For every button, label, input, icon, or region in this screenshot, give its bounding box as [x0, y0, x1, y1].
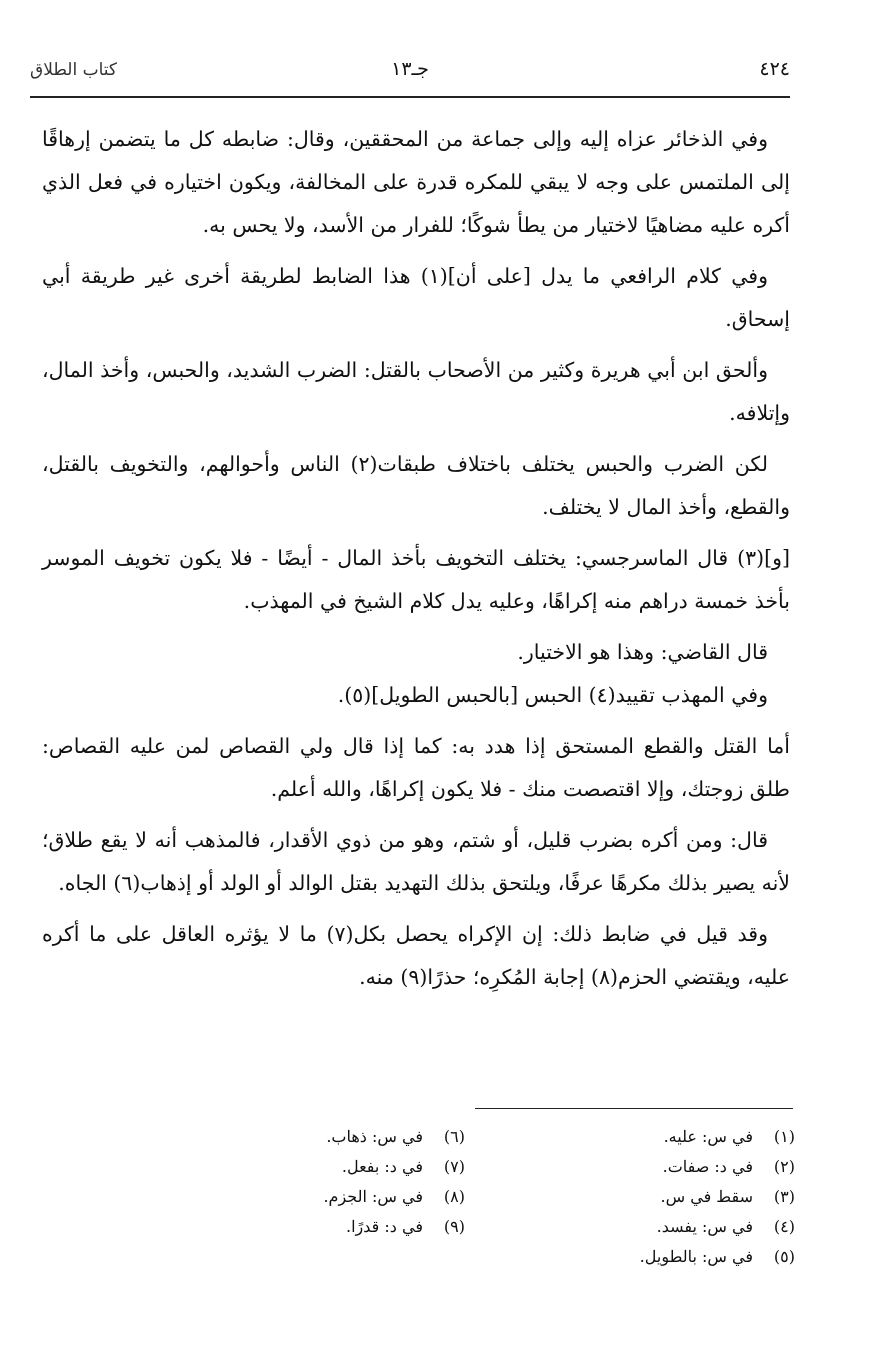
paragraph: قال: ومن أكره بضرب قليل، أو شتم، وهو من ذوي الأقدار، فالمذهب أنه لا يقع طلاق؛ لأنه يصير بذلك مكرهًا عرفًا، ويلتحق بذلك التهديد بقتل الوالد أو الولد أو إذهاب(٦) الجاه. — [42, 828, 790, 895]
footnotes-right-column — [515, 1122, 795, 1272]
footnote — [205, 1152, 465, 1182]
footnote — [205, 1122, 465, 1152]
footnote — [515, 1152, 795, 1182]
footnote-text: في س: الجزم. — [323, 1187, 423, 1206]
footnote-number: (٧) — [443, 1157, 465, 1176]
paragraph: أما القتل والقطع المستحق إذا هدد به: كما إذا قال ولي القصاص لمن عليه القصاص: طلق زوجتك، وإلا اقتصصت منك - فلا يكون إكراهًا، والله أعلم. — [42, 734, 790, 801]
paragraph: [و](٣) قال الماسرجسي: يختلف التخويف بأخذ المال - أيضًا - فلا يكون تخويف الموسر بأخذ خمسة دراهم منه إكراهًا، وعليه يدل كلام الشيخ في المهذب. — [42, 546, 790, 613]
book-title: كتاب الطلاق — [30, 60, 117, 80]
footnote-number: (٩) — [443, 1217, 465, 1236]
paragraph: وقد قيل في ضابط ذلك: إن الإكراه يحصل بكل(٧) ما لا يؤثره العاقل على ما أكره عليه، ويقتضي الحزم(٨) إجابة المُكرِه؛ حذرًا(٩) منه. — [42, 922, 790, 989]
footnote-text: في س: بالطويل. — [639, 1247, 753, 1266]
footnote-number: (٤) — [773, 1217, 795, 1236]
footnote-number: (٢) — [773, 1157, 795, 1176]
paragraph: قال القاضي: وهذا هو الاختيار. — [517, 640, 768, 664]
paragraph: وفي الذخائر عزاه إليه وإلى جماعة من المحققين، وقال: ضابطه كل ما يتضمن إرهاقًا إلى الملتمس على وجه لا يبقي للمكره قدرة على المخالفة، ويكون اختياره في فعل الذي أكره عليه مضاهيًا لاختيار من يطأ شوكًا؛ للفرار من الأسد، ولا يحس به. — [42, 127, 790, 237]
page-number: ٤٢٤ — [759, 58, 790, 80]
footnote — [515, 1122, 795, 1152]
footnote — [515, 1242, 795, 1272]
footnote-number: (٨) — [443, 1187, 465, 1206]
paragraph: وفي كلام الرافعي ما يدل [على أن](١) هذا الضابط لطريقة أخرى غير طريقة أبي إسحاق. — [42, 264, 790, 331]
footnote-text: في د: قدرًا. — [346, 1217, 423, 1236]
footnote-text: في س: ذهاب. — [326, 1127, 423, 1146]
footnote-number: (٥) — [773, 1247, 795, 1266]
footnote — [515, 1212, 795, 1242]
paragraph: وألحق ابن أبي هريرة وكثير من الأصحاب بالقتل: الضرب الشديد، والحبس، وأخذ المال، وإتلافه. — [42, 358, 790, 425]
footnote-text: سقط في س. — [660, 1187, 753, 1206]
footnote-text: في د: صفات. — [662, 1157, 753, 1176]
footnote — [205, 1212, 465, 1242]
footnote — [515, 1182, 795, 1212]
footnote-separator — [475, 1108, 793, 1109]
volume-label: جـ١٣ — [391, 58, 429, 80]
footnote-number: (٦) — [443, 1127, 465, 1146]
main-text — [42, 118, 790, 1007]
header-rule — [30, 96, 790, 98]
footnote-text: في د: بفعل. — [341, 1157, 423, 1176]
footnotes-left-column — [205, 1122, 465, 1242]
footnote-number: (٣) — [773, 1187, 795, 1206]
footnote-number: (١) — [773, 1127, 795, 1146]
footnote-text: في س: يفسد. — [656, 1217, 753, 1236]
footnote-text: في س: عليه. — [663, 1127, 753, 1146]
paragraph: لكن الضرب والحبس يختلف باختلاف طبقات(٢) الناس وأحوالهم، والتخويف بالقتل، والقطع، وأخذ المال لا يختلف. — [42, 452, 790, 519]
paragraph: وفي المهذب تقييد(٤) الحبس [بالحبس الطويل](٥). — [337, 683, 768, 707]
footnote — [205, 1182, 465, 1212]
page-header — [30, 58, 790, 92]
